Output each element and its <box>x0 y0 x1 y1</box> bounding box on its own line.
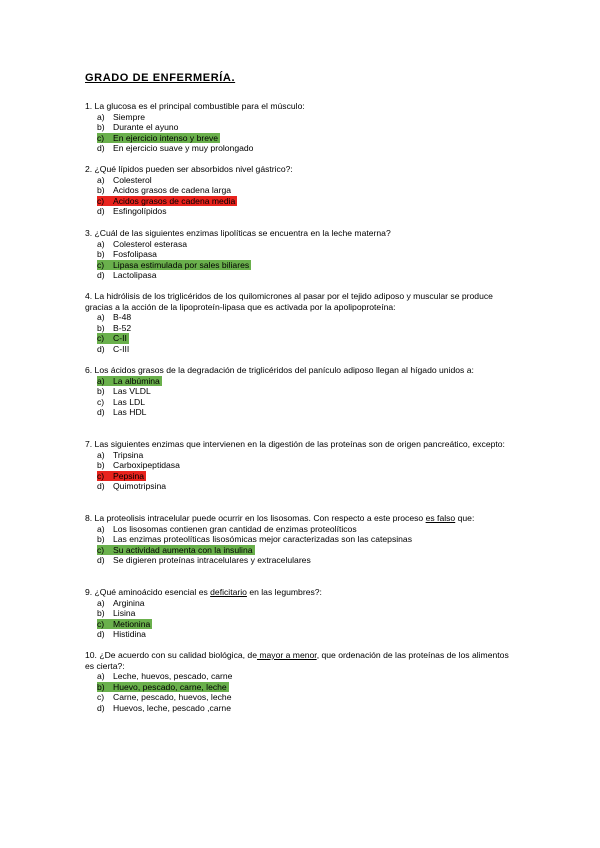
answer-option <box>97 397 515 408</box>
option-letter: d) <box>97 143 105 154</box>
option-text: Quimotripsina <box>113 481 167 492</box>
option-content <box>97 239 189 250</box>
answer-option <box>97 185 515 196</box>
option-content <box>97 481 168 492</box>
option-text: Durante el ayuno <box>113 122 179 133</box>
answer-option <box>97 703 515 714</box>
option-highlight-correct <box>97 376 162 387</box>
question-6 <box>85 439 515 492</box>
option-text: En ejercicio intenso y breve <box>113 132 219 143</box>
question-4 <box>85 291 515 355</box>
answer-option <box>97 112 515 123</box>
option-content <box>97 598 147 609</box>
answer-option <box>97 260 515 271</box>
answer-option <box>97 545 515 556</box>
option-letter: a) <box>97 238 105 249</box>
answer-option <box>97 460 515 471</box>
option-text: Las enzimas proteolíticas lisosómicas mejor caracterizadas son las catepsinas <box>113 534 413 545</box>
option-content <box>97 175 154 186</box>
answer-option <box>97 312 515 323</box>
option-letter: d) <box>97 206 105 217</box>
option-text: Siempre <box>113 111 145 122</box>
option-text: Los lisosomas contienen gran cantidad de enzimas proteolíticos <box>113 523 357 534</box>
answer-option <box>97 608 515 619</box>
option-highlight-correct <box>97 545 255 556</box>
option-letter: d) <box>97 270 105 281</box>
option-content <box>97 703 233 714</box>
option-letter: d) <box>97 555 105 566</box>
option-letter: d) <box>97 629 105 640</box>
question-stem: 1. La glucosa es el principal combustible para el músculo: <box>85 101 305 111</box>
question-stem: 7. Las siguientes enzimas que intervienen en la digestión de las proteínas son de origen pancreático, excepto: <box>85 439 505 449</box>
question-stem: 6. Los ácidos grasos de la degradación de triglicéridos del panículo adiposo llegan al hígado unidos a: <box>85 365 474 375</box>
option-text: C-III <box>113 343 130 354</box>
answer-option <box>97 598 515 609</box>
answer-option <box>97 471 515 482</box>
option-text: Histidina <box>113 629 146 640</box>
option-content <box>97 323 133 334</box>
option-text: B-48 <box>113 312 132 323</box>
option-letter: d) <box>97 407 105 418</box>
answer-option <box>97 682 515 693</box>
question-8 <box>85 587 515 640</box>
question-stem <box>85 513 515 524</box>
underlined-emphasis: es falso <box>425 513 456 523</box>
option-letter: c) <box>97 544 105 555</box>
question-5 <box>85 365 515 418</box>
option-text: C-II <box>113 333 127 344</box>
answer-option <box>97 270 515 281</box>
answer-option <box>97 376 515 387</box>
answer-option <box>97 692 515 703</box>
answer-option <box>97 175 515 186</box>
option-letter: a) <box>97 597 105 608</box>
option-content <box>97 312 133 323</box>
document-title: GRADO DE ENFERMERÍA. <box>85 72 236 84</box>
answer-option <box>97 344 515 355</box>
option-content <box>97 629 148 640</box>
option-highlight-incorrect <box>97 471 146 482</box>
question-3 <box>85 228 515 281</box>
option-letter: c) <box>97 692 105 703</box>
option-letter: c) <box>97 195 105 206</box>
answer-option <box>97 386 515 397</box>
option-content <box>97 524 359 535</box>
answer-option <box>97 333 515 344</box>
question-stem <box>85 650 515 671</box>
option-letter: c) <box>97 259 105 270</box>
option-highlight-correct <box>97 333 129 344</box>
option-letter: b) <box>97 386 105 397</box>
option-text: Colesterol <box>113 174 152 185</box>
option-letter: d) <box>97 481 105 492</box>
option-content <box>97 122 180 133</box>
question-9 <box>85 650 515 714</box>
answer-option <box>97 249 515 260</box>
option-letter: a) <box>97 671 105 682</box>
option-text: Carne, pescado, huevos, leche <box>113 692 232 703</box>
option-content <box>97 450 145 461</box>
option-text: Acidos grasos de cadena media <box>113 195 236 206</box>
option-text: Esfingolípidos <box>113 206 167 217</box>
answer-option <box>97 122 515 133</box>
option-letter: b) <box>97 322 105 333</box>
option-content <box>97 270 158 281</box>
option-letter: b) <box>97 534 105 545</box>
stem-text: , que ordenación de las proteínas de los alimentos es cierta?: <box>85 650 509 671</box>
option-letter: b) <box>97 608 105 619</box>
option-letter: b) <box>97 249 105 260</box>
answer-option <box>97 629 515 640</box>
option-text: En ejercicio suave y muy prolongado <box>113 143 254 154</box>
answer-option <box>97 206 515 217</box>
option-content <box>97 249 159 260</box>
option-text: Huevo, pescado, carne, leche <box>113 681 227 692</box>
option-text: Metionina <box>113 618 151 629</box>
option-text: Fosfolipasa <box>113 249 157 260</box>
option-content <box>97 608 137 619</box>
question-1 <box>85 101 515 154</box>
question-stem: 3. ¿Cuál de las siguientes enzimas lipolíticas se encuentra en la leche materna? <box>85 228 391 238</box>
option-text: Colesterol esterasa <box>113 238 188 249</box>
option-letter: b) <box>97 185 105 196</box>
answer-option <box>97 481 515 492</box>
option-text: Las HDL <box>113 407 147 418</box>
option-letter: a) <box>97 174 105 185</box>
option-content <box>97 185 233 196</box>
option-letter: c) <box>97 333 105 344</box>
answer-option <box>97 671 515 682</box>
option-content <box>97 206 169 217</box>
option-letter: b) <box>97 681 105 692</box>
option-text: La albúmina <box>113 375 160 386</box>
option-letter: b) <box>97 460 105 471</box>
underlined-emphasis: deficitario <box>210 587 247 597</box>
option-content <box>97 143 255 154</box>
option-letter: a) <box>97 375 105 386</box>
question-stem: 4. La hidrólisis de los triglicéridos de los quilomicrones al pasar por el tejido adiposo y muscular se produce gracias a la acción de la lipoproteín-lipasa que es activada por la apolipoproteína: <box>85 291 493 312</box>
answer-option <box>97 555 515 566</box>
answer-option <box>97 619 515 630</box>
option-content <box>97 460 182 471</box>
option-content <box>97 692 233 703</box>
option-letter: a) <box>97 449 105 460</box>
option-text: Acidos grasos de cadena larga <box>113 185 232 196</box>
option-text: Leche, huevos, pescado, carne <box>113 671 233 682</box>
option-text: Huevos, leche, pescado ,carne <box>113 702 231 713</box>
option-text: Su actividad aumenta con la insulina <box>113 544 253 555</box>
stem-text: en las legumbres?: <box>246 587 322 597</box>
option-letter: d) <box>97 343 105 354</box>
option-content <box>97 671 234 682</box>
question-stem: 2. ¿Qué lípidos pueden ser absorbidos nivel gástrico?: <box>85 164 293 174</box>
option-content <box>97 397 147 408</box>
option-text: Lisina <box>113 608 136 619</box>
answer-option <box>97 450 515 461</box>
option-text: Carboxipeptidasa <box>113 460 180 471</box>
option-content <box>97 386 153 397</box>
option-letter: c) <box>97 618 105 629</box>
answer-option <box>97 534 515 545</box>
option-text: B-52 <box>113 322 132 333</box>
option-text: Lipasa estimulada por sales biliares <box>113 259 250 270</box>
option-text: Las LDL <box>113 396 146 407</box>
option-text: Las VLDL <box>113 386 151 397</box>
stem-text: 8. La proteolisis intracelular puede ocurrir en los lisosomas. Con respecto a este proceso <box>85 513 426 523</box>
option-text: Arginina <box>113 597 145 608</box>
option-highlight-incorrect <box>97 196 237 207</box>
answer-option <box>97 196 515 207</box>
option-text: Tripsina <box>113 449 144 460</box>
option-letter: c) <box>97 470 105 481</box>
option-text: Se digieren proteínas intracelulares y extracelulares <box>113 555 311 566</box>
answer-option <box>97 323 515 334</box>
option-letter: a) <box>97 312 105 323</box>
option-text: Pepsina <box>113 470 145 481</box>
option-text: Lactolipasa <box>113 270 157 281</box>
option-content <box>97 555 313 566</box>
option-letter: c) <box>97 396 105 407</box>
option-highlight-correct <box>97 682 229 693</box>
option-letter: c) <box>97 132 105 143</box>
answer-option <box>97 239 515 250</box>
option-highlight-correct <box>97 260 251 271</box>
option-content <box>97 112 147 123</box>
question-7 <box>85 513 515 566</box>
option-highlight-correct <box>97 619 152 630</box>
stem-text: 10. ¿De acuerdo con su calidad biológica, de <box>85 650 257 660</box>
stem-text: 9. ¿Qué aminoácido esencial es <box>85 587 211 597</box>
stem-text: que: <box>455 513 475 523</box>
option-content <box>97 407 148 418</box>
option-letter: a) <box>97 523 105 534</box>
option-letter: b) <box>97 122 105 133</box>
question-stem <box>85 587 515 598</box>
underlined-emphasis: mayor a menor <box>256 650 317 660</box>
answer-option <box>97 133 515 144</box>
answer-option <box>97 524 515 535</box>
option-content <box>97 344 131 355</box>
option-highlight-correct <box>97 133 220 144</box>
answer-option <box>97 143 515 154</box>
option-letter: a) <box>97 111 105 122</box>
option-content <box>97 534 414 545</box>
question-2 <box>85 164 515 217</box>
answer-option <box>97 407 515 418</box>
option-letter: d) <box>97 702 105 713</box>
